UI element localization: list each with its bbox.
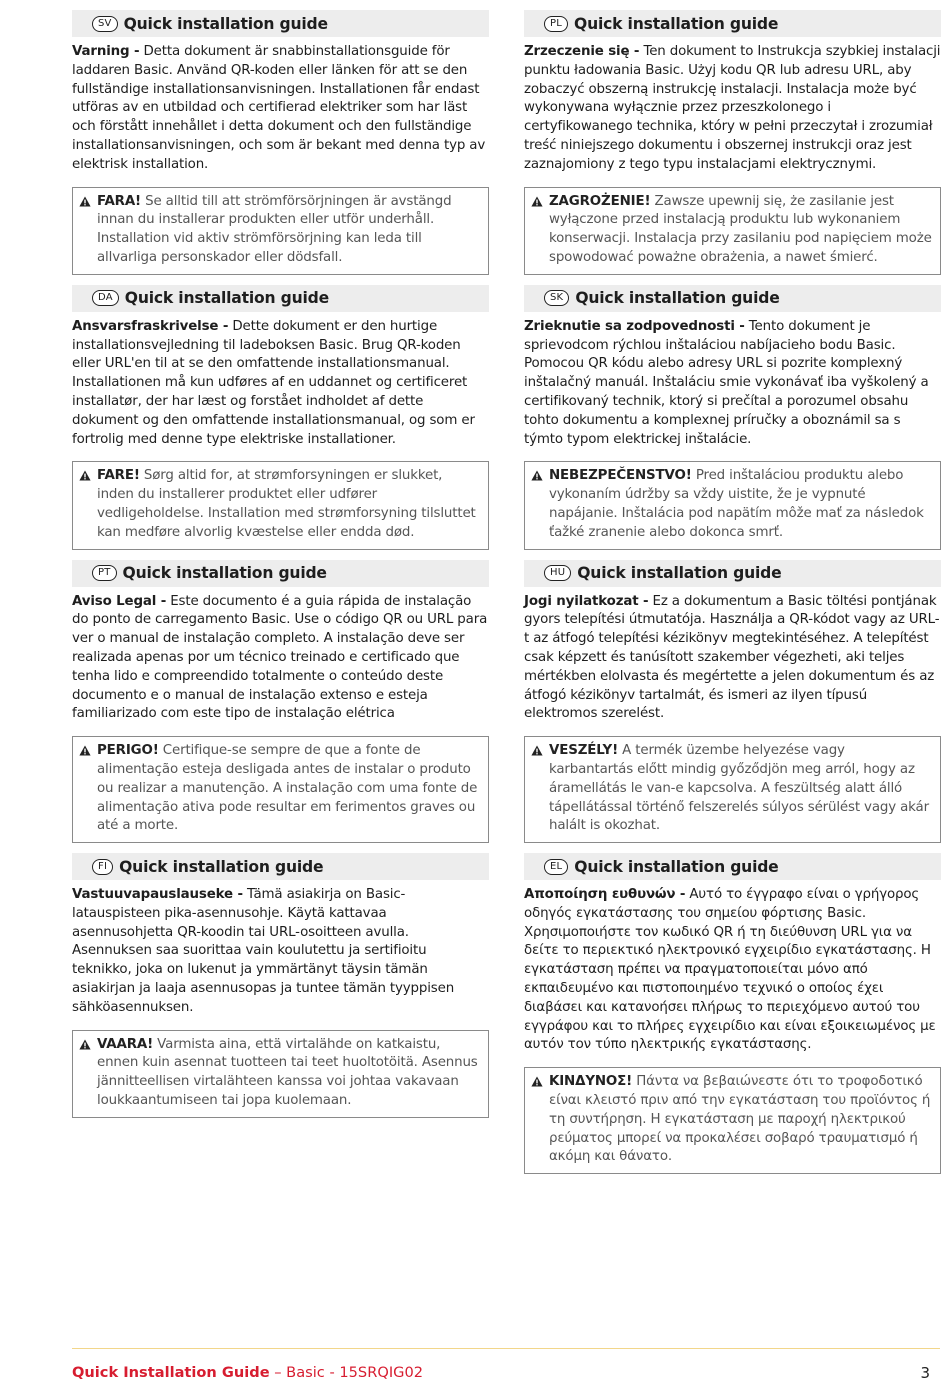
warning-text: Πάντα να βεβαιώνεστε ότι το τροφοδοτικό είναι κλειστό πριν από την εγκατάσταση του προϊόντος ή τη συντήρηση. Η εγκατάσταση με παροχή ηλεκτρικού ρεύματος μπορεί να προκαλέσει σοβαρό τραυματισμό ή ακόμη και θάνατο.: [549, 1074, 931, 1165]
section-title: Quick installation guide: [123, 14, 328, 33]
section-title: Quick installation guide: [575, 289, 780, 308]
language-badge: PL: [544, 16, 568, 32]
section-title: Quick installation guide: [119, 857, 324, 876]
warning-text: Certifique-se sempre de que a fonte de alimentação esteja desligada antes de instalar o produto ou realizar a manutenção. A instalação com uma fonte de alimentação ativa pode resultar em ferimentos graves ou até a morte.: [97, 743, 478, 834]
disclaimer-text: Dette dokument er den hurtige installationsvejledning til ladeboksen Basic. Brug QR-koden eller URL'en til at se den omfattende installationsmanual. Installationen må kun udføres af en uddannet og certificeret installatør, der har læst og forstået indholdet af dette dokument og den omfattende installationsmanual, og som er fortrolig med denne type elektriske installationer.: [72, 318, 475, 447]
disclaimer-paragraph: [524, 318, 941, 450]
section-title: Quick installation guide: [122, 564, 327, 583]
section-sk: [524, 285, 941, 550]
section-title: Quick installation guide: [574, 857, 779, 876]
section-hu: [524, 560, 941, 844]
section-header: [72, 853, 489, 880]
language-badge: SV: [92, 16, 118, 32]
warning-box: [524, 187, 941, 275]
section-el: [524, 853, 941, 1174]
section-title: Quick installation guide: [124, 289, 330, 308]
section-header: [524, 560, 941, 587]
warning-triangle-icon: [79, 470, 91, 481]
disclaimer-text: Ten dokument to Instrukcja szybkiej instalacji punktu ładowania Basic. Użyj kodu QR lub adresu URL, aby zobaczyć obszerną instrukcję instalacji. Instalacja może być wykonywana wyłącznie przez przeszkolonego i certyfikowanego technika, który w pełni przeczytał i zrozumiał treść niniejszego dokumentu i obszernej instrukcji oraz jest zaznajomiony z tego typu instalacjami elektrycznymi.: [524, 44, 941, 172]
right-column: [524, 10, 941, 1184]
disclaimer-paragraph: [72, 43, 489, 175]
language-badge: EL: [544, 859, 568, 875]
language-badge: PT: [92, 565, 117, 581]
footer-divider: [72, 1348, 940, 1349]
disclaimer-label: Varning -: [72, 44, 140, 59]
warning-label: ZAGROŻENIE!: [549, 193, 651, 209]
disclaimer-text: Tento dokument je sprievodcom rýchlou inštaláciou nabíjacieho bodu Basic. Pomocou QR kódu alebo adresy URL si pozrite komplexný inštalačný manuál. Inštaláciu smie vykonávať iba vyškolený a certifikovaný technik, ktorý si prečítal a porozumel obsahu tohto dokumentu a komplexnej príručky a oboznámil sa s týmto typom elektrickej inštalácie.: [524, 318, 929, 447]
disclaimer-text: Ez a dokumentum a Basic töltési pontjának gyors telepítési útmutatója. Használja a QR-kódot vagy az URL-t az átfogó telepítési kézikönyv megtekintéséhez. A telepítést csak képzett és tanúsított szakember végezheti, aki teljes mértékben elolvasta és megértette a jelen dokumentum és az átfogó kézikönyv tartalmát, és ismeri az ilyen típusú elektromos szerelést.: [524, 593, 940, 722]
warning-triangle-icon: [531, 1076, 543, 1087]
warning-label: ΚΙΝΔΥΝΟΣ!: [549, 1074, 633, 1090]
warning-box: [72, 736, 489, 843]
warning-triangle-icon: [79, 196, 91, 207]
warning-box: [524, 1067, 941, 1174]
page-number: 3: [920, 1364, 930, 1382]
section-header: [72, 10, 489, 37]
section-header: [524, 285, 941, 312]
disclaimer-paragraph: [524, 593, 941, 725]
section-header: [72, 560, 489, 587]
section-header: [72, 285, 489, 312]
language-badge: DA: [92, 290, 119, 306]
warning-triangle-icon: [531, 196, 543, 207]
footer: [72, 1364, 423, 1381]
warning-label: VESZÉLY!: [549, 743, 619, 759]
disclaimer-paragraph: [72, 886, 489, 1018]
warning-label: FARA!: [97, 193, 142, 209]
section-da: [72, 285, 489, 550]
warning-triangle-icon: [79, 1039, 91, 1050]
disclaimer-label: Zrieknutie sa zodpovednosti -: [524, 318, 745, 334]
left-column: [72, 10, 489, 1128]
disclaimer-label: Aviso Legal -: [72, 593, 167, 609]
warning-box: [72, 1030, 489, 1118]
disclaimer-label: Vastuuvapauslauseke -: [72, 887, 243, 903]
language-badge: SK: [544, 290, 569, 306]
disclaimer-paragraph: [72, 318, 489, 450]
warning-text: Sørg altid for, at strømforsyningen er slukket, inden du installerer produktet eller udfører vedligeholdelse. Installation med strømforsyning tilsluttet kan medføre alvorlig kvæstelse eller endda død.: [97, 468, 476, 540]
disclaimer-text: Detta dokument är snabbinstallationsguide för laddaren Basic. Använd QR-koden eller länken för att se den fullständige installationsanvisningen. Installationen får endast utföras av en utbildad och certifierad elektriker som har läst och förstått innehållet i detta dokument och den fullständige installationsanvisningen, och som är bekant med denna typ av elektrisk installation.: [72, 44, 486, 172]
warning-label: FARE!: [97, 468, 140, 484]
disclaimer-text: Este documento é a guia rápida de instalação do ponto de carregamento Basic. Use o código QR ou URL para ver o manual de instalação completo. A instalação deve ser realizada apenas por um técnico treinado e certificado que tenha lido e compreendido totalmente o conteúdo deste documento e o manual de instalação extenso e esteja familiarizado com este tipo de instalação elétrica: [72, 593, 488, 722]
warning-triangle-icon: [531, 470, 543, 481]
section-fi: [72, 853, 489, 1118]
warning-label: VAARA!: [97, 1036, 154, 1052]
section-header: [524, 10, 941, 37]
disclaimer-text: Tämä asiakirja on Basic-latauspisteen pika-asennusohje. Käytä kattavaa asennusohjetta QR-koodin tai URL-osoitteen avulla. Asennuksen saa suorittaa vain koulutettu ja sertifioitu teknikko, joka on lukenut ja ymmärtänyt täysin tämän asiakirjan ja laaja asennusopas ja tuntee tämän tyyppisen sähköasennuksen.: [72, 887, 455, 1015]
section-title: Quick installation guide: [577, 564, 782, 583]
disclaimer-label: Αποποίηση ευθυνών -: [524, 887, 686, 903]
section-title: Quick installation guide: [574, 14, 779, 33]
warning-box: [524, 461, 941, 549]
language-badge: FI: [92, 859, 113, 875]
warning-label: PERIGO!: [97, 743, 159, 759]
warning-triangle-icon: [531, 745, 543, 756]
disclaimer-label: Ansvarsfraskrivelse -: [72, 318, 229, 334]
footer-brand: Quick Installation Guide: [72, 1364, 270, 1381]
section-sv: [72, 10, 489, 275]
disclaimer-text: Αυτό το έγγραφο είναι ο γρήγορος οδηγός εγκατάστασης του σημείου φόρτισης Basic. Χρησιμοποιήστε τον κωδικό QR ή τη διεύθυνση URL για να δείτε το περιεκτικό ηλεκτρονικό εγχειρίδιο εγκατάστασης. Η εγκατάσταση πρέπει να πραγματοποιείται μόνο από εκπαιδευμένο και πιστοποιημένο τεχνικό ο οποίος έχει διαβάσει και κατανοήσει πλήρως το περιεχόμενο αυτού του εγγράφου και το πλήρες εγχειρίδιο και είναι εξοικειωμένος με αυτόν τον τύπο ηλεκτρικής εγκατάστασης.: [524, 887, 936, 1053]
warning-box: [524, 736, 941, 843]
warning-triangle-icon: [79, 745, 91, 756]
warning-label: NEBEZPEČENSTVO!: [549, 468, 692, 484]
disclaimer-label: Zrzeczenie się -: [524, 44, 640, 59]
disclaimer-label: Jogi nyilatkozat -: [524, 593, 649, 609]
warning-text: Se alltid till att strömförsörjningen är avstängd innan du installerar produkten eller utför underhåll. Installation vid aktiv strömförsörjning kan leda till allvarliga personskador eller dödsfall.: [97, 193, 452, 265]
section-pt: [72, 560, 489, 844]
disclaimer-paragraph: [524, 43, 941, 175]
warning-text: Zawsze upewnij się, że zasilanie jest wyłączone przed instalacją produktu lub wykonaniem konserwacji. Instalacja przy zasilaniu pod napięciem może spowodować poważne obrażenia, a nawet śmierć.: [549, 193, 932, 265]
warning-box: [72, 461, 489, 549]
warning-text: A termék üzembe helyezése vagy karbantartás előtt mindig győződjön meg arról, hogy az áramellátás le van-e kapcsolva. A feszültség alatt álló tápellátással történő felszerelés súlyos sérülést vagy akár halált is okozhat.: [549, 743, 929, 834]
warning-box: [72, 187, 489, 275]
language-badge: HU: [544, 565, 571, 581]
section-header: [524, 853, 941, 880]
disclaimer-paragraph: [72, 593, 489, 725]
warning-text: Pred inštaláciou produktu alebo vykonaním údržby sa vždy uistite, že je vypnuté napájanie. Inštalácia pod napätím môže mať za následok ťažké zranenie alebo dokonca smrť.: [549, 468, 924, 540]
section-pl: [524, 10, 941, 275]
disclaimer-paragraph: [524, 886, 941, 1055]
warning-text: Varmista aina, että virtalähde on katkaistu, ennen kuin asennat tuotteen tai teet huoltotöitä. Asennus jännitteellisen virtalähteen kanssa voi johtaa vakavaan loukkaantumiseen tai jopa kuolemaan.: [97, 1036, 478, 1109]
footer-doc-id: – Basic - 15SRQIG02: [269, 1364, 424, 1381]
